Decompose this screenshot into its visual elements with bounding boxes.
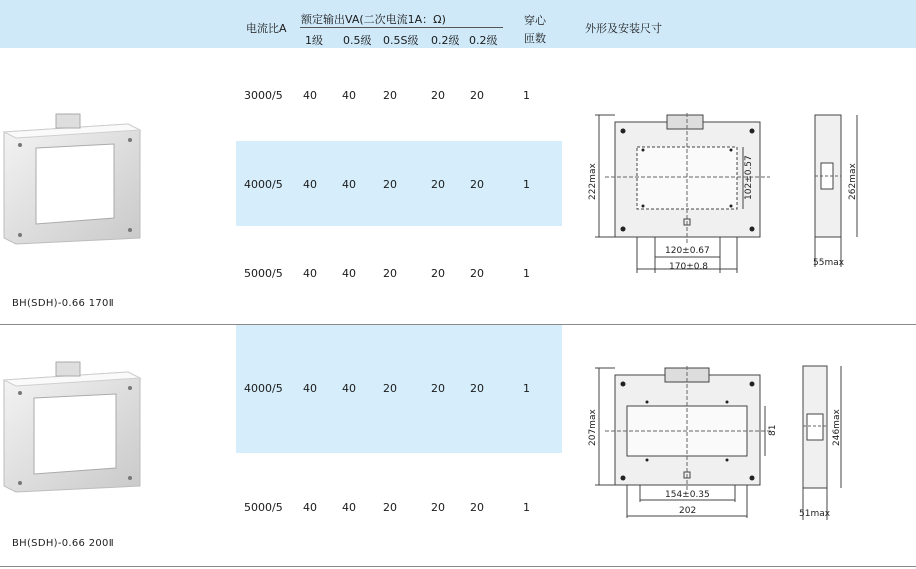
cell-value: 20 xyxy=(431,501,445,514)
cell-ratio: 4000/5 xyxy=(244,382,283,395)
row-band xyxy=(236,325,562,453)
row-band xyxy=(236,141,562,226)
cell-turns: 1 xyxy=(523,382,530,395)
header-class-2: 0.5级 xyxy=(343,34,372,47)
dim-hole-spacing: 120±0.67 xyxy=(665,246,710,256)
dim-side-height: 262max xyxy=(848,163,858,200)
cell-value: 20 xyxy=(470,501,484,514)
cell-ratio: 5000/5 xyxy=(244,267,283,280)
cell-value: 40 xyxy=(303,501,317,514)
cell-turns: 1 xyxy=(523,501,530,514)
model-name: BH(SDH)-0.66 200Ⅱ xyxy=(12,538,114,549)
header-class-4: 0.2级 xyxy=(431,34,460,47)
cell-value: 20 xyxy=(383,501,397,514)
dim-depth: 51max xyxy=(799,509,831,519)
header-class-3: 0.5S级 xyxy=(383,34,419,47)
section-divider xyxy=(0,324,916,325)
header-dimensions: 外形及安装尺寸 xyxy=(585,22,662,35)
dim-height: 207max xyxy=(588,409,598,446)
dim-window-width: 170±0.8 xyxy=(669,262,709,272)
cell-value: 20 xyxy=(431,382,445,395)
cell-value: 20 xyxy=(470,89,484,102)
dim-window-width: 202 xyxy=(679,506,697,516)
cell-value: 20 xyxy=(431,267,445,280)
header-ratio: 电流比A xyxy=(246,22,287,35)
header-class-5: 0.2级 xyxy=(469,34,498,47)
cell-turns: 1 xyxy=(523,178,530,191)
cell-value: 40 xyxy=(342,382,356,395)
header-turns-1: 穿心 xyxy=(524,14,546,27)
cell-value: 20 xyxy=(383,382,397,395)
dim-inner-height: 102±0.57 xyxy=(744,155,754,200)
model-name: BH(SDH)-0.66 170Ⅱ xyxy=(12,298,114,309)
dim-inner-height: 81 xyxy=(768,424,778,436)
section-divider xyxy=(0,566,916,567)
dim-hole-spacing: 154±0.35 xyxy=(665,490,710,500)
cell-value: 20 xyxy=(383,267,397,280)
cell-value: 20 xyxy=(470,382,484,395)
cell-value: 20 xyxy=(470,267,484,280)
cell-value: 40 xyxy=(303,382,317,395)
cell-turns: 1 xyxy=(523,89,530,102)
header-turns-2: 匝数 xyxy=(524,32,546,45)
dimension-drawing-170 xyxy=(585,105,875,280)
cell-value: 20 xyxy=(383,89,397,102)
cell-turns: 1 xyxy=(523,267,530,280)
ct-photo-170 xyxy=(0,110,145,250)
cell-value: 40 xyxy=(342,178,356,191)
cell-value: 20 xyxy=(470,178,484,191)
cell-ratio: 4000/5 xyxy=(244,178,283,191)
header-underline xyxy=(300,27,503,28)
dim-side-height: 246max xyxy=(832,409,842,446)
cell-value: 40 xyxy=(342,267,356,280)
cell-value: 20 xyxy=(431,89,445,102)
cell-value: 20 xyxy=(383,178,397,191)
dimension-drawing-200 xyxy=(585,360,875,525)
header-class-1: 1级 xyxy=(305,34,323,47)
cell-value: 20 xyxy=(431,178,445,191)
cell-value: 40 xyxy=(303,89,317,102)
dim-height: 222max xyxy=(588,163,598,200)
cell-value: 40 xyxy=(303,267,317,280)
ct-photo-200 xyxy=(0,358,145,498)
header-rated-output: 额定输出VA(二次电流1A：Ω) xyxy=(301,13,446,26)
cell-value: 40 xyxy=(342,89,356,102)
cell-ratio: 3000/5 xyxy=(244,89,283,102)
cell-ratio: 5000/5 xyxy=(244,501,283,514)
cell-value: 40 xyxy=(303,178,317,191)
cell-value: 40 xyxy=(342,501,356,514)
dim-depth: 55max xyxy=(813,258,845,268)
